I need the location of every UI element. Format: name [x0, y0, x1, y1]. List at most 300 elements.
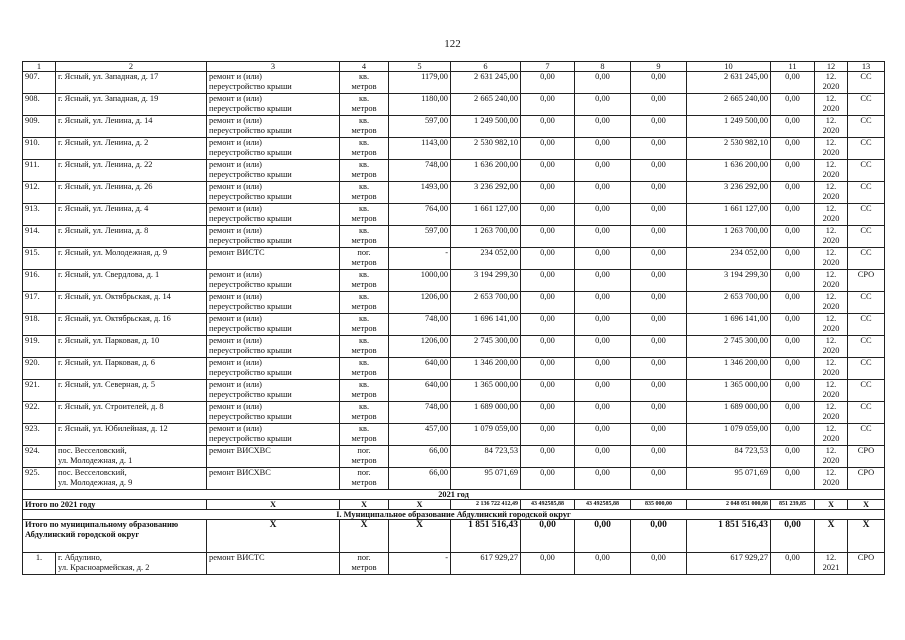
source-cell: СС	[848, 160, 885, 182]
deadline-cell-line1: 12.	[825, 380, 837, 389]
unit-cell-line2: метров	[351, 346, 377, 355]
fund-cell-7: 0,00	[521, 116, 575, 138]
fund-cell-11: 0,00	[771, 424, 815, 446]
cost-cell: 2 665 240,00	[451, 94, 521, 116]
mun-11: 0,00	[771, 520, 815, 553]
work-type-cell	[207, 160, 340, 182]
deadline-cell	[815, 424, 848, 446]
work-type-cell-line1: ремонт и (или)	[209, 380, 262, 389]
work-type-cell	[207, 314, 340, 336]
area-cell: 1180,00	[389, 94, 451, 116]
fund-cell-11: 0,00	[771, 446, 815, 468]
fund-cell-11: 0,00	[771, 468, 815, 490]
fund-cell-10: 2 665 240,00	[687, 94, 771, 116]
fund-cell-10: 1 346 200,00	[687, 358, 771, 380]
fund-cell-10: 1 263 700,00	[687, 226, 771, 248]
deadline-cell-line1: 12.	[825, 553, 837, 562]
work-type-cell	[207, 424, 340, 446]
source-cell: СС	[848, 402, 885, 424]
unit-cell-line2: метров	[351, 478, 377, 487]
deadline-cell-line2: 2020	[822, 170, 840, 179]
row-number: 920.	[23, 358, 56, 380]
column-number-6: 6	[451, 62, 521, 72]
cost-cell: 2 530 982,10	[451, 138, 521, 160]
fund-cell-7: 0,00	[521, 226, 575, 248]
address-cell-line2: ул. Красноармейская, д. 2	[58, 563, 150, 572]
total-9: 835 000,00	[631, 500, 687, 510]
work-type-cell-line1: ремонт и (или)	[209, 116, 262, 125]
row-number: 912.	[23, 182, 56, 204]
mun-10: 1 851 516,43	[687, 520, 771, 553]
fund-cell-8: 0,00	[575, 160, 631, 182]
cost-cell: 1 346 200,00	[451, 358, 521, 380]
address-cell	[56, 204, 207, 226]
deadline-cell-line1: 12.	[825, 204, 837, 213]
deadline-cell	[815, 292, 848, 314]
fund-cell-10: 3 194 299,30	[687, 270, 771, 292]
address-cell	[56, 553, 207, 575]
address-cell	[56, 160, 207, 182]
column-number-9: 9	[631, 62, 687, 72]
unit-cell-line2: метров	[351, 258, 377, 267]
fund-cell-8: 0,00	[575, 553, 631, 575]
source-cell: СРО	[848, 468, 885, 490]
unit-cell-line2: метров	[351, 280, 377, 289]
deadline-cell	[815, 72, 848, 94]
address-cell-line1: г. Ясный, ул. Юбилейная, д. 12	[58, 424, 168, 433]
table-row	[23, 116, 885, 138]
work-type-cell	[207, 292, 340, 314]
work-type-cell-line2: переустройство крыши	[209, 170, 292, 179]
row-number: 922.	[23, 402, 56, 424]
deadline-cell-line1: 12.	[825, 270, 837, 279]
deadline-cell-line1: 12.	[825, 226, 837, 235]
area-cell: 597,00	[389, 116, 451, 138]
cost-cell: 3 194 299,30	[451, 270, 521, 292]
source-cell: СС	[848, 204, 885, 226]
deadline-cell-line1: 12.	[825, 138, 837, 147]
work-type-cell	[207, 380, 340, 402]
column-number-row	[23, 62, 885, 72]
fund-cell-8: 0,00	[575, 204, 631, 226]
work-type-cell-line1: ремонт и (или)	[209, 358, 262, 367]
unit-cell-line1: кв.	[358, 94, 370, 103]
source-cell: СС	[848, 358, 885, 380]
fund-cell-11: 0,00	[771, 182, 815, 204]
deadline-cell-line1: 12.	[825, 336, 837, 345]
fund-cell-8: 0,00	[575, 182, 631, 204]
deadline-cell-line2: 2020	[822, 434, 840, 443]
fund-cell-8: 0,00	[575, 292, 631, 314]
deadline-cell-line2: 2020	[822, 368, 840, 377]
fund-cell-8: 0,00	[575, 314, 631, 336]
fund-cell-8: 0,00	[575, 116, 631, 138]
work-type-cell-line1: ремонт ВИСХВС	[209, 468, 271, 477]
unit-cell	[340, 72, 389, 94]
deadline-cell-line2: 2020	[822, 214, 840, 223]
row-number: 923.	[23, 424, 56, 446]
cost-cell: 1 689 000,00	[451, 402, 521, 424]
work-type-cell-line2: переустройство крыши	[209, 324, 292, 333]
address-cell-line1: пос. Весселовский,	[58, 446, 127, 455]
unit-cell	[340, 138, 389, 160]
work-type-cell-line1: ремонт и (или)	[209, 314, 262, 323]
fund-cell-9: 0,00	[631, 94, 687, 116]
table-row	[23, 380, 885, 402]
mun-cost: 1 851 516,43	[451, 520, 521, 553]
deadline-cell	[815, 553, 848, 575]
fund-cell-9: 0,00	[631, 138, 687, 160]
unit-cell	[340, 314, 389, 336]
deadline-cell	[815, 248, 848, 270]
row-number: 917.	[23, 292, 56, 314]
deadline-cell-line2: 2020	[822, 456, 840, 465]
address-cell	[56, 226, 207, 248]
fund-cell-7: 0,00	[521, 138, 575, 160]
row-number: 915.	[23, 248, 56, 270]
fund-cell-9: 0,00	[631, 446, 687, 468]
work-type-cell-line1: ремонт и (или)	[209, 336, 262, 345]
row-number: 913.	[23, 204, 56, 226]
work-type-cell-line1: ремонт ВИСХВС	[209, 446, 271, 455]
fund-cell-7: 0,00	[521, 358, 575, 380]
deadline-cell-line2: 2020	[822, 148, 840, 157]
deadline-cell-line2: 2020	[822, 280, 840, 289]
fund-cell-11: 0,00	[771, 380, 815, 402]
work-type-cell-line2: переустройство крыши	[209, 126, 292, 135]
table-row	[23, 292, 885, 314]
work-type-cell-line2: переустройство крыши	[209, 302, 292, 311]
fund-cell-7: 0,00	[521, 424, 575, 446]
fund-cell-7: 0,00	[521, 270, 575, 292]
row-number: 921.	[23, 380, 56, 402]
row-number: 924.	[23, 446, 56, 468]
deadline-cell-line1: 12.	[825, 116, 837, 125]
table-row	[23, 402, 885, 424]
area-cell: -	[389, 553, 451, 575]
work-type-cell	[207, 248, 340, 270]
source-cell: СС	[848, 292, 885, 314]
mun-8: 0,00	[575, 520, 631, 553]
cost-cell: 1 365 000,00	[451, 380, 521, 402]
area-cell: 1000,00	[389, 270, 451, 292]
deadline-cell	[815, 336, 848, 358]
page-number: 122	[444, 38, 461, 50]
source-cell: СС	[848, 138, 885, 160]
fund-cell-7: 0,00	[521, 336, 575, 358]
address-cell-line2: ул. Молодежная, д. 9	[58, 478, 133, 487]
fund-cell-7: 0,00	[521, 314, 575, 336]
fund-cell-11: 0,00	[771, 248, 815, 270]
address-cell	[56, 72, 207, 94]
deadline-cell	[815, 138, 848, 160]
fund-cell-7: 0,00	[521, 446, 575, 468]
year-band-row	[23, 490, 885, 500]
cost-cell: 1 696 141,00	[451, 314, 521, 336]
fund-cell-9: 0,00	[631, 72, 687, 94]
work-type-cell	[207, 138, 340, 160]
fund-cell-11: 0,00	[771, 138, 815, 160]
unit-cell-line1: кв.	[358, 160, 370, 169]
unit-cell	[340, 248, 389, 270]
x-cell: X	[848, 520, 885, 553]
fund-cell-11: 0,00	[771, 94, 815, 116]
deadline-cell	[815, 314, 848, 336]
fund-cell-9: 0,00	[631, 204, 687, 226]
fund-cell-8: 0,00	[575, 248, 631, 270]
mun-7: 0,00	[521, 520, 575, 553]
fund-cell-7: 0,00	[521, 160, 575, 182]
unit-cell-line2: метров	[351, 104, 377, 113]
address-cell	[56, 182, 207, 204]
address-cell	[56, 358, 207, 380]
table-row	[23, 226, 885, 248]
row-number: 1.	[23, 553, 56, 575]
cost-cell: 84 723,53	[451, 446, 521, 468]
year-total-row	[23, 500, 885, 510]
unit-cell-line1: кв.	[358, 402, 370, 411]
area-cell: 457,00	[389, 424, 451, 446]
column-number-11: 11	[771, 62, 815, 72]
address-cell-line1: г. Абдулино,	[58, 553, 102, 562]
unit-cell-line2: метров	[351, 324, 377, 333]
source-cell: СС	[848, 248, 885, 270]
column-number-8: 8	[575, 62, 631, 72]
unit-cell-line1: кв.	[358, 138, 370, 147]
fund-cell-10: 1 636 200,00	[687, 160, 771, 182]
deadline-cell-line2: 2020	[822, 104, 840, 113]
fund-cell-10: 1 249 500,00	[687, 116, 771, 138]
deadline-cell-line1: 12.	[825, 424, 837, 433]
table-row	[23, 446, 885, 468]
work-type-cell-line2: переустройство крыши	[209, 280, 292, 289]
deadline-cell-line2: 2020	[822, 346, 840, 355]
work-type-cell-line2: переустройство крыши	[209, 148, 292, 157]
unit-cell-line2: метров	[351, 302, 377, 311]
source-cell: СС	[848, 116, 885, 138]
address-cell-line1: пос. Весселовский,	[58, 468, 127, 477]
fund-cell-9: 0,00	[631, 380, 687, 402]
row-number: 911.	[23, 160, 56, 182]
cost-cell: 2 631 245,00	[451, 72, 521, 94]
work-type-cell-line1: ремонт и (или)	[209, 204, 262, 213]
unit-cell	[340, 182, 389, 204]
area-cell: 640,00	[389, 358, 451, 380]
source-cell: СС	[848, 380, 885, 402]
address-cell-line1: г. Ясный, ул. Парковая, д. 10	[58, 336, 160, 345]
column-number-4: 4	[340, 62, 389, 72]
fund-cell-11: 0,00	[771, 270, 815, 292]
deadline-cell-line1: 12.	[825, 402, 837, 411]
fund-cell-9: 0,00	[631, 270, 687, 292]
address-cell	[56, 314, 207, 336]
unit-cell	[340, 468, 389, 490]
deadline-cell	[815, 160, 848, 182]
address-cell-line1: г. Ясный, ул. Ленина, д. 8	[58, 226, 149, 235]
fund-cell-7: 0,00	[521, 553, 575, 575]
row-number: 909.	[23, 116, 56, 138]
fund-cell-11: 0,00	[771, 402, 815, 424]
deadline-cell	[815, 468, 848, 490]
deadline-cell-line1: 12.	[825, 248, 837, 257]
x-cell: X	[207, 500, 340, 510]
deadline-cell-line1: 12.	[825, 94, 837, 103]
address-cell-line1: г. Ясный, ул. Западная, д. 19	[58, 94, 159, 103]
address-cell-line1: г. Ясный, ул. Молодежная, д. 9	[58, 248, 168, 257]
cost-cell: 1 263 700,00	[451, 226, 521, 248]
area-cell: 66,00	[389, 468, 451, 490]
unit-cell-line1: пог.	[357, 446, 371, 455]
unit-cell-line1: кв.	[358, 358, 370, 367]
fund-cell-10: 1 079 059,00	[687, 424, 771, 446]
column-number-5: 5	[389, 62, 451, 72]
work-type-cell	[207, 336, 340, 358]
source-cell: СРО	[848, 446, 885, 468]
fund-cell-8: 0,00	[575, 94, 631, 116]
fund-cell-11: 0,00	[771, 116, 815, 138]
unit-cell-line1: пог.	[357, 468, 371, 477]
municipality-total-row	[23, 520, 885, 553]
deadline-cell-line2: 2020	[822, 258, 840, 267]
fund-cell-7: 0,00	[521, 468, 575, 490]
address-cell	[56, 424, 207, 446]
deadline-cell	[815, 94, 848, 116]
deadline-cell-line1: 12.	[825, 446, 837, 455]
unit-cell-line2: метров	[351, 563, 377, 572]
work-type-cell	[207, 358, 340, 380]
municipality-total-label: Итого по муниципальному образованию Абдулинский городской округ	[23, 520, 207, 553]
work-type-cell-line2: переустройство крыши	[209, 214, 292, 223]
address-cell-line2: ул. Молодежная, д. 1	[58, 456, 133, 465]
unit-cell-line2: метров	[351, 148, 377, 157]
x-cell: X	[207, 520, 340, 553]
address-cell	[56, 248, 207, 270]
total-7: 43 492585,88	[521, 500, 575, 510]
deadline-cell	[815, 358, 848, 380]
fund-cell-7: 0,00	[521, 248, 575, 270]
fund-cell-11: 0,00	[771, 160, 815, 182]
fund-cell-9: 0,00	[631, 116, 687, 138]
unit-cell-line1: кв.	[358, 292, 370, 301]
fund-cell-8: 0,00	[575, 226, 631, 248]
fund-cell-11: 0,00	[771, 292, 815, 314]
deadline-cell-line2: 2020	[822, 478, 840, 487]
fund-cell-8: 0,00	[575, 424, 631, 446]
work-type-cell-line1: ремонт и (или)	[209, 292, 262, 301]
unit-cell-line2: метров	[351, 192, 377, 201]
deadline-cell-line1: 12.	[825, 468, 837, 477]
fund-cell-9: 0,00	[631, 248, 687, 270]
work-type-cell-line1: ремонт и (или)	[209, 402, 262, 411]
x-cell: X	[340, 500, 389, 510]
fund-cell-10: 84 723,53	[687, 446, 771, 468]
unit-cell-line2: метров	[351, 214, 377, 223]
work-type-cell	[207, 204, 340, 226]
work-type-cell-line1: ремонт и (или)	[209, 182, 262, 191]
fund-cell-9: 0,00	[631, 226, 687, 248]
fund-cell-10: 2 530 982,10	[687, 138, 771, 160]
table-row	[23, 160, 885, 182]
fund-cell-7: 0,00	[521, 182, 575, 204]
unit-cell	[340, 424, 389, 446]
cost-cell: 2 745 300,00	[451, 336, 521, 358]
address-cell-line1: г. Ясный, ул. Октябрьская, д. 16	[58, 314, 171, 323]
fund-cell-11: 0,00	[771, 336, 815, 358]
source-cell: СС	[848, 182, 885, 204]
fund-cell-11: 0,00	[771, 72, 815, 94]
deadline-cell-line2: 2020	[822, 82, 840, 91]
cost-cell: 3 236 292,00	[451, 182, 521, 204]
address-cell	[56, 446, 207, 468]
unit-cell	[340, 226, 389, 248]
address-cell-line1: г. Ясный, ул. Ленина, д. 26	[58, 182, 153, 191]
section-band-row	[23, 510, 885, 520]
address-cell-line1: г. Ясный, ул. Ленина, д. 4	[58, 204, 149, 213]
column-number-2: 2	[56, 62, 207, 72]
deadline-cell-line1: 12.	[825, 182, 837, 191]
fund-cell-8: 0,00	[575, 270, 631, 292]
address-cell	[56, 402, 207, 424]
work-type-cell	[207, 94, 340, 116]
fund-cell-9: 0,00	[631, 292, 687, 314]
work-type-cell-line1: ремонт и (или)	[209, 72, 262, 81]
work-type-cell-line2: переустройство крыши	[209, 390, 292, 399]
row-number: 908.	[23, 94, 56, 116]
column-number-3: 3	[207, 62, 340, 72]
area-cell: 1206,00	[389, 292, 451, 314]
work-type-cell	[207, 182, 340, 204]
unit-cell-line1: кв.	[358, 380, 370, 389]
unit-cell	[340, 446, 389, 468]
source-cell: СС	[848, 72, 885, 94]
unit-cell-line1: кв.	[358, 204, 370, 213]
work-type-cell-line1: ремонт и (или)	[209, 160, 262, 169]
fund-cell-11: 0,00	[771, 314, 815, 336]
column-number-1: 1	[23, 62, 56, 72]
address-cell	[56, 270, 207, 292]
source-cell: СС	[848, 314, 885, 336]
work-type-cell	[207, 446, 340, 468]
unit-cell-line2: метров	[351, 390, 377, 399]
fund-cell-10: 2 631 245,00	[687, 72, 771, 94]
fund-cell-7: 0,00	[521, 380, 575, 402]
deadline-cell-line2: 2020	[822, 126, 840, 135]
work-type-cell-line2: переустройство крыши	[209, 434, 292, 443]
deadline-cell-line2: 2020	[822, 324, 840, 333]
column-number-12: 12	[815, 62, 848, 72]
fund-cell-7: 0,00	[521, 72, 575, 94]
address-cell	[56, 468, 207, 490]
table-row	[23, 72, 885, 94]
address-cell	[56, 138, 207, 160]
unit-cell-line2: метров	[351, 82, 377, 91]
unit-cell	[340, 160, 389, 182]
total-10: 2 048 051 000,88	[687, 500, 771, 510]
fund-cell-10: 1 661 127,00	[687, 204, 771, 226]
deadline-cell-line2: 2020	[822, 302, 840, 311]
fund-cell-8: 0,00	[575, 402, 631, 424]
address-cell-line1: г. Ясный, ул. Ленина, д. 2	[58, 138, 149, 147]
unit-cell	[340, 204, 389, 226]
fund-cell-9: 0,00	[631, 424, 687, 446]
fund-cell-7: 0,00	[521, 402, 575, 424]
area-cell: -	[389, 248, 451, 270]
work-type-cell-line2: переустройство крыши	[209, 236, 292, 245]
unit-cell-line1: кв.	[358, 424, 370, 433]
work-type-cell	[207, 72, 340, 94]
deadline-cell-line2: 2021	[822, 563, 840, 572]
cost-cell: 95 071,69	[451, 468, 521, 490]
